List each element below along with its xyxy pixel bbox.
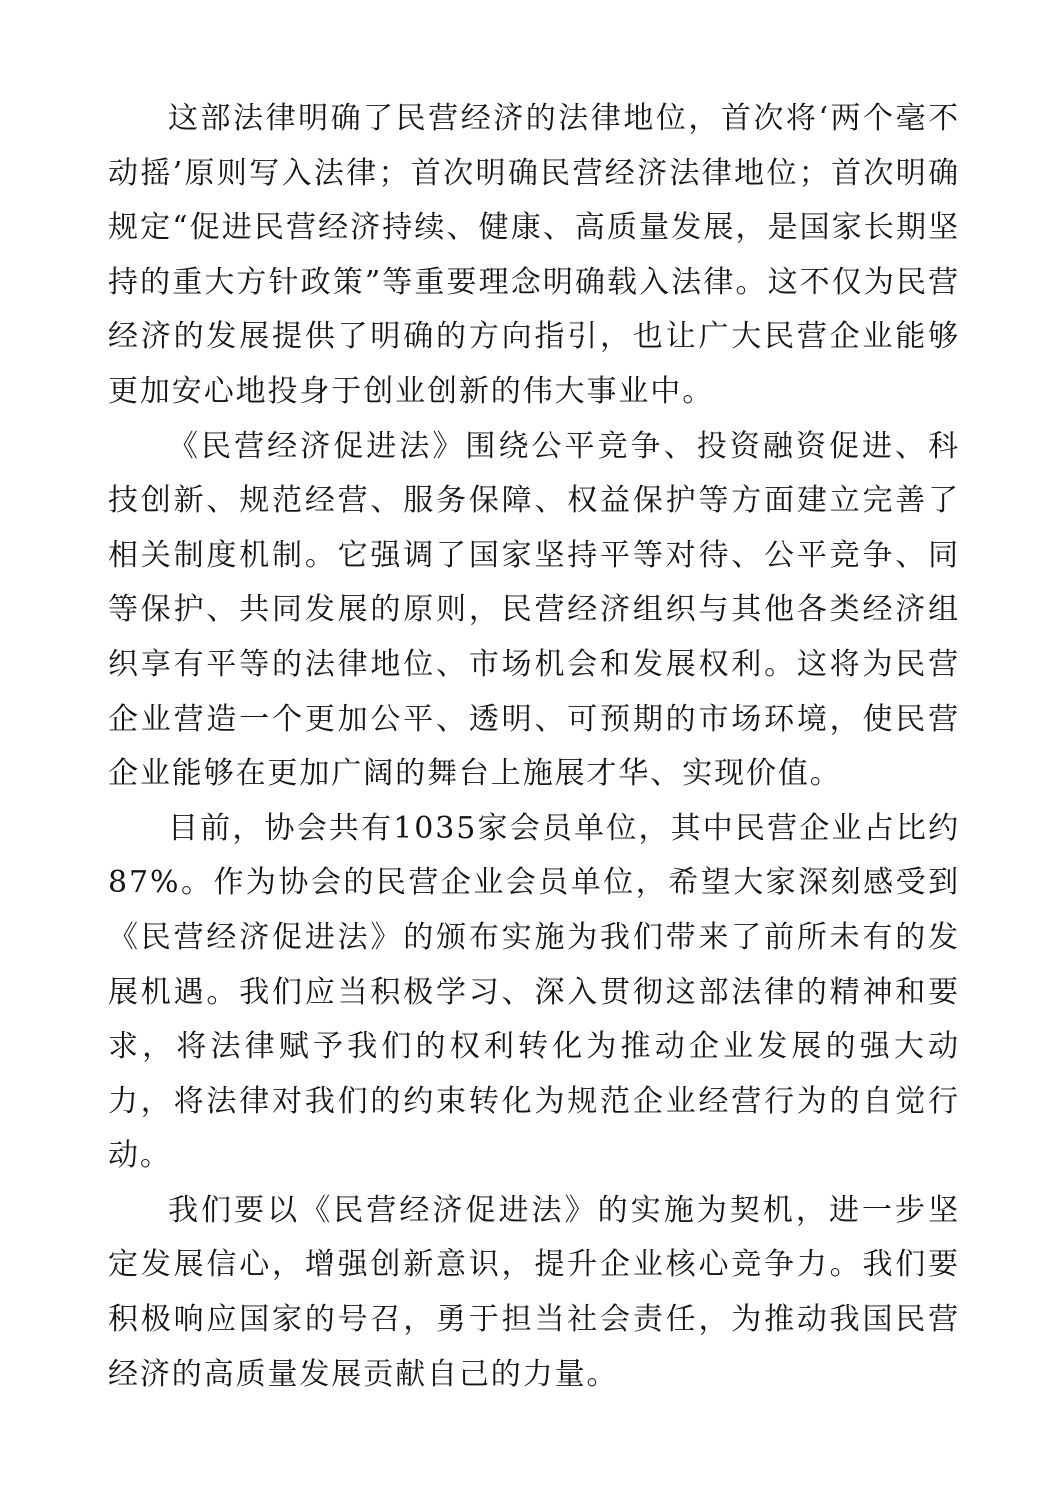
paragraph-legal-status: 这部法律明确了民营经济的法律地位，首次将‘两个毫不动摇’原则写入法律；首次明确民营经济法律地位；首次明确规定“促进民营经济持续、健康、高质量发展，是国家长期坚持的重大方针政策”等重要理念明确载入法律。这不仅为民营经济的发展提供了明确的方向指引，也让广大民营企业能够更加安心地投身于创业创新的伟大事业中。 <box>108 101 960 409</box>
paragraph-institutional-mechanisms: 《民营经济促进法》围绕公平竞争、投资融资促进、科技创新、规范经营、服务保障、权益保护等方面建立完善了相关制度机制。它强调了国家坚持平等对待、公平竞争、同等保护、共同发展的原则，民营经济组织与其他各类经济组织享有平等的法律地位、市场机会和发展权利。这将为民营企业营造一个更加公平、透明、可预期的市场环境，使民营企业能够在更加广阔的舞台上施展才华、实现价值。 <box>108 428 960 792</box>
paragraph-association-members: 目前，协会共有1035家会员单位，其中民营企业占比约87%。作为协会的民营企业会员单位，希望大家深刻感受到《民营经济促进法》的颁布实施为我们带来了前所未有的发展机遇。我们应当积极学习、深入贯彻这部法律的精神和要求，将法律赋予我们的权利转化为推动企业发展的强大动力，将法律对我们的约束转化为规范企业经营行为的自觉行动。 <box>108 810 960 1174</box>
paragraph-call-to-action: 我们要以《民营经济促进法》的实施为契机，进一步坚定发展信心，增强创新意识，提升企业核心竞争力。我们要积极响应国家的号召，勇于担当社会责任，为推动我国民营经济的高质量发展贡献自己的力量。 <box>108 1192 960 1392</box>
document-body <box>108 92 960 1402</box>
